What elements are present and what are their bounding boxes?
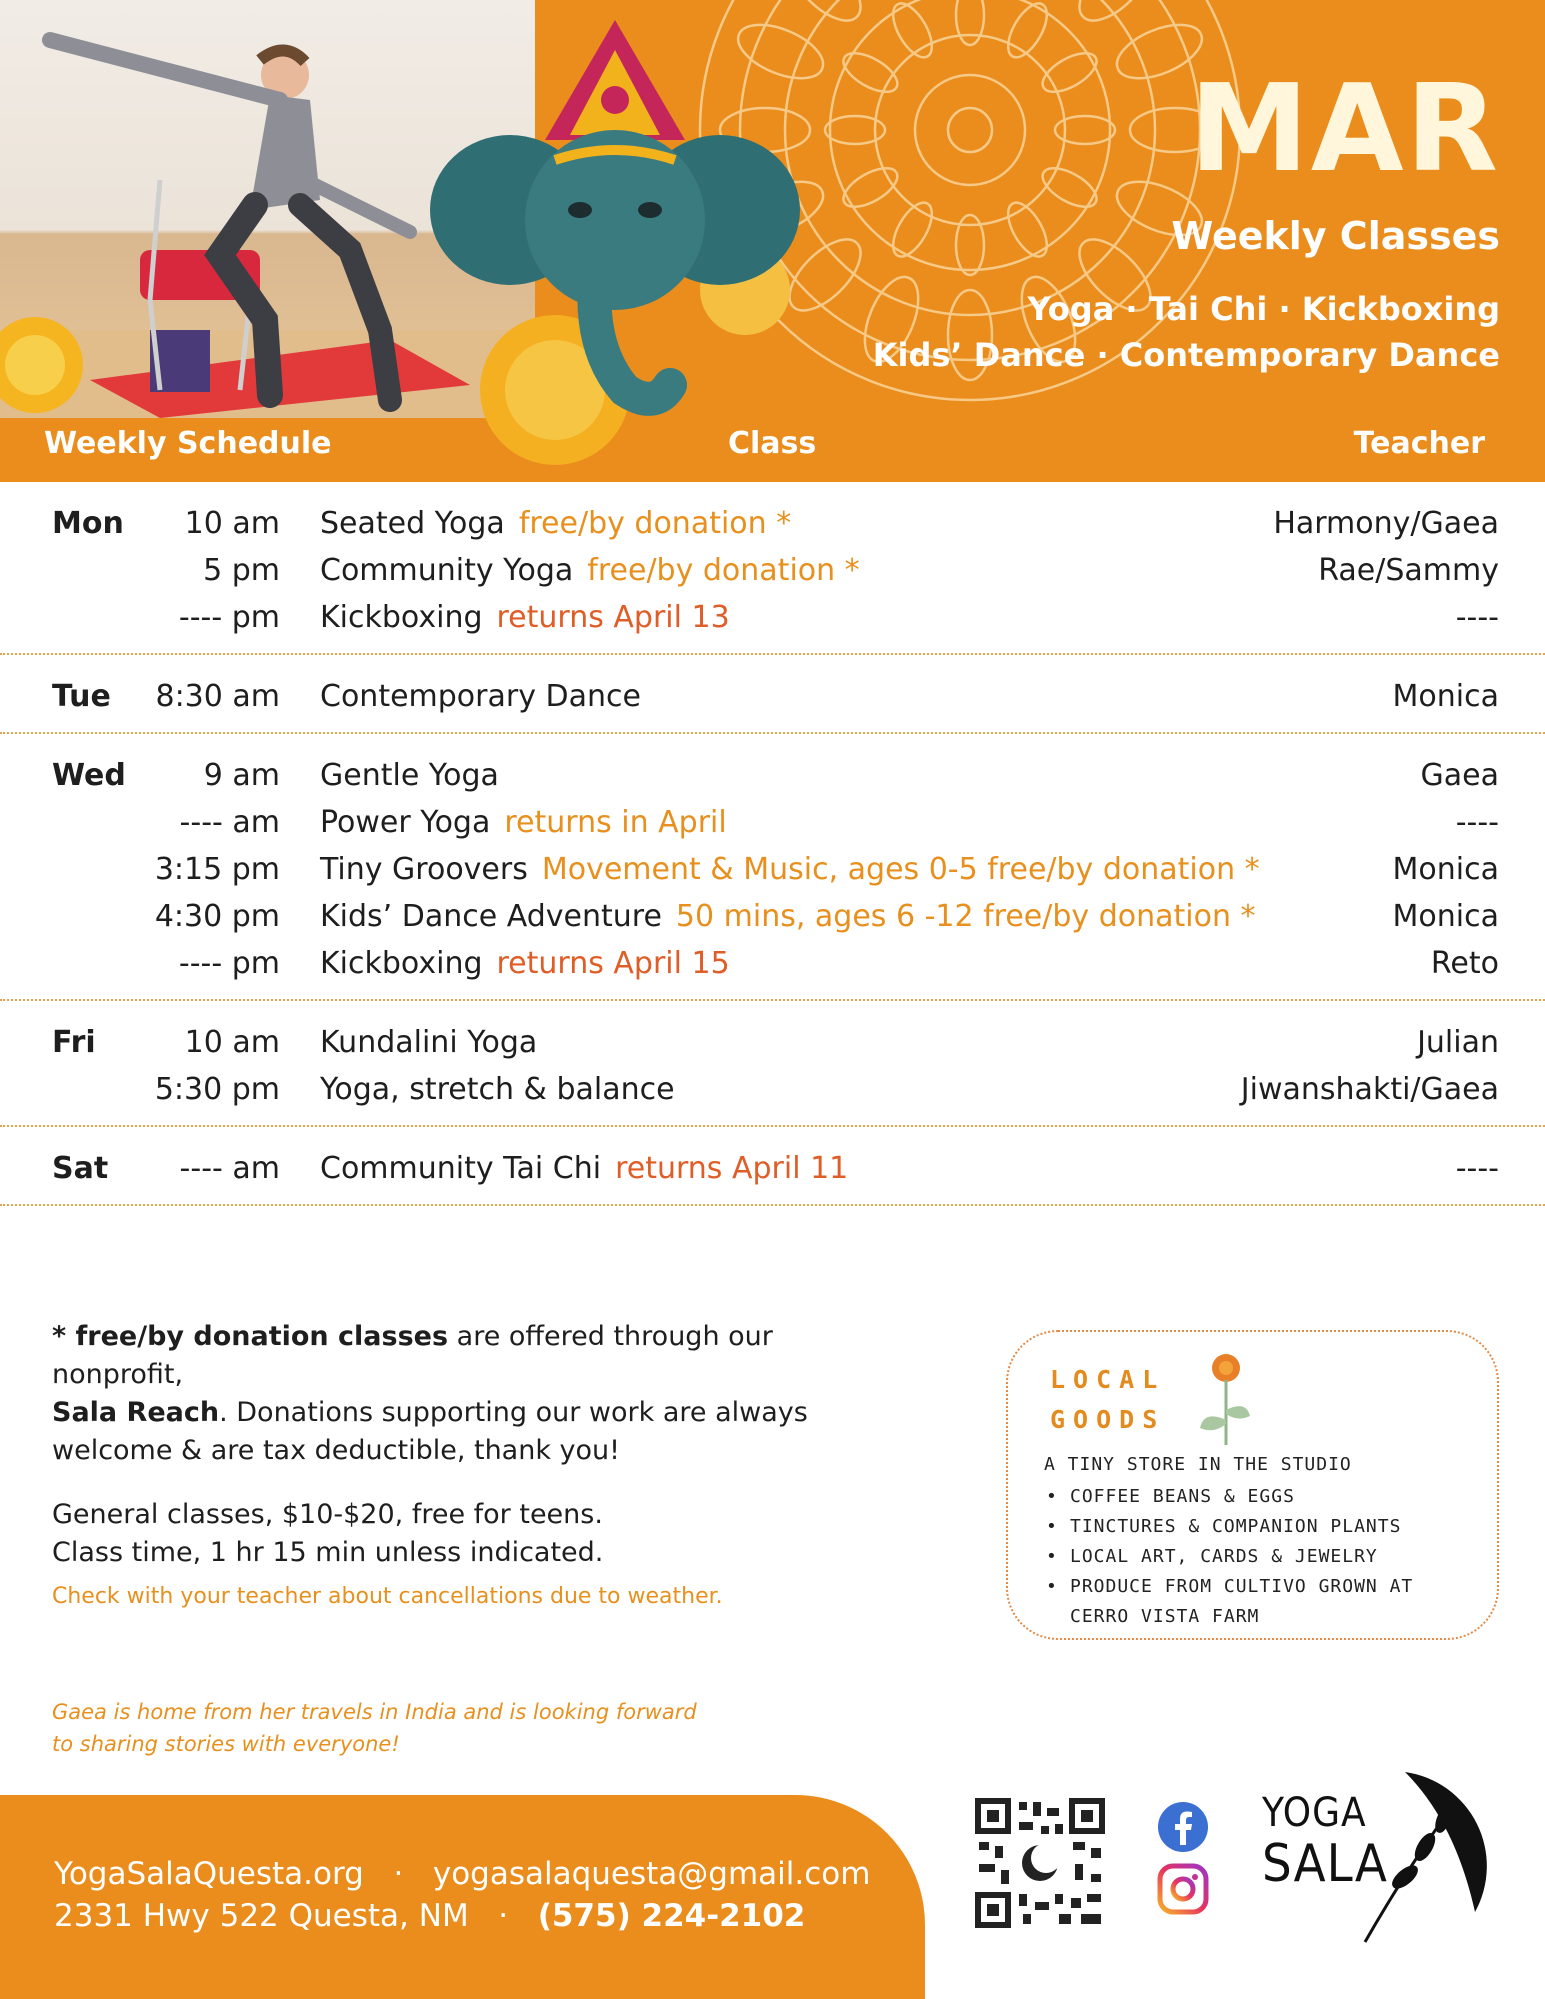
pricing-line-2: Class time, 1 hr 15 min unless indicated.	[52, 1537, 604, 1568]
teacher-name: Monica	[1392, 679, 1499, 714]
class-title: Kundalini Yoga	[320, 1025, 538, 1060]
column-header-teacher: Teacher	[1353, 426, 1485, 461]
class-title: Tiny Groovers	[320, 852, 528, 887]
header-banner	[0, 0, 1545, 482]
class-time: 10 am	[184, 506, 280, 541]
weekly-classes-subtitle: Weekly Classes	[1171, 214, 1500, 258]
class-title: Gentle Yoga	[320, 758, 499, 793]
teacher-name: Harmony/Gaea	[1273, 506, 1499, 541]
schedule-row	[0, 752, 1545, 799]
class-types	[873, 286, 1500, 378]
weekly-schedule	[0, 482, 1545, 1206]
class-name	[320, 852, 1260, 887]
class-time: ---- am	[179, 1151, 280, 1186]
class-time: 5 pm	[203, 553, 280, 588]
travels-line-2: to sharing stories with everyone!	[52, 1732, 400, 1756]
schedule-row	[0, 547, 1545, 594]
header-text-block	[872, 60, 1500, 378]
travels-note	[52, 1696, 772, 1760]
class-name	[320, 553, 860, 588]
column-headers	[0, 418, 1545, 482]
teacher-name: Monica	[1392, 852, 1499, 887]
teacher-name: Julian	[1417, 1025, 1499, 1060]
class-time: 9 am	[203, 758, 280, 793]
donation-bold-label: * free/by donation classes	[52, 1321, 449, 1352]
month-title: MAR	[1189, 60, 1500, 199]
class-note: returns April 11	[615, 1151, 849, 1186]
travels-line-1: Gaea is home from her travels in India and is looking forward	[52, 1700, 697, 1724]
class-title: Power Yoga	[320, 805, 491, 840]
flower-icon	[1194, 1350, 1254, 1450]
website-link[interactable]: YogaSalaQuesta.org	[54, 1856, 364, 1892]
class-name	[320, 946, 730, 981]
class-name	[320, 1072, 675, 1107]
teacher-name: ----	[1455, 1151, 1499, 1186]
list-item: • COFFEE BEANS & EGGS	[1044, 1482, 1474, 1512]
logo-line-1: YOGA	[1262, 1790, 1367, 1836]
footer-contact	[54, 1853, 870, 1937]
local-goods-title	[1050, 1360, 1165, 1440]
schedule-row	[0, 1145, 1545, 1192]
nonprofit-name: Sala Reach	[52, 1397, 220, 1428]
class-title: Kickboxing	[320, 600, 483, 635]
class-note: returns April 13	[496, 600, 730, 635]
teacher-name: Jiwanshakti/Gaea	[1240, 1072, 1499, 1107]
day-group-saturday	[0, 1127, 1545, 1206]
day-label: Fri	[52, 1025, 96, 1060]
schedule-row	[0, 500, 1545, 547]
local-goods-list	[1044, 1482, 1474, 1632]
class-title: Community Tai Chi	[320, 1151, 602, 1186]
pricing-line-1: General classes, $10-$20, free for teens.	[52, 1499, 603, 1530]
class-title: Contemporary Dance	[320, 679, 641, 714]
footer-line-2	[54, 1895, 870, 1937]
local-goods-subtitle: A TINY STORE IN THE STUDIO	[1044, 1454, 1352, 1475]
separator: ·	[498, 1898, 509, 1934]
day-group-tuesday	[0, 655, 1545, 734]
ganesha-illustration	[425, 10, 805, 470]
teacher-name: ----	[1455, 805, 1499, 840]
footer-line-1	[54, 1853, 870, 1895]
local-goods-title-2: GOODS	[1050, 1405, 1166, 1434]
class-title: Kids’ Dance Adventure	[320, 899, 662, 934]
day-label: Sat	[52, 1151, 109, 1186]
list-item: • LOCAL ART, CARDS & JEWELRY	[1044, 1542, 1474, 1572]
schedule-row	[0, 799, 1545, 846]
address: 2331 Hwy 522 Questa, NM	[54, 1898, 469, 1934]
donation-text-1: are offered through our nonprofit,	[52, 1321, 773, 1390]
email-link[interactable]: yogasalaquesta@gmail.com	[432, 1856, 871, 1892]
teacher-name: ----	[1455, 600, 1499, 635]
facebook-icon[interactable]	[1157, 1801, 1209, 1853]
schedule-row	[0, 893, 1545, 940]
class-time: 5:30 pm	[154, 1072, 280, 1107]
instagram-icon[interactable]	[1157, 1863, 1209, 1915]
list-item: • PRODUCE FROM CULTIVO GROWN AT CERRO VISTA FARM	[1044, 1572, 1474, 1632]
class-name	[320, 600, 730, 635]
list-item: • TINCTURES & COMPANION PLANTS	[1044, 1512, 1474, 1542]
pricing-info	[52, 1496, 852, 1572]
day-group-friday	[0, 1001, 1545, 1127]
class-types-line-1: Yoga · Tai Chi · Kickboxing	[1027, 290, 1500, 328]
class-name	[320, 1151, 848, 1186]
class-time: ---- pm	[178, 600, 280, 635]
class-title: Community Yoga	[320, 553, 574, 588]
class-note: returns April 15	[496, 946, 730, 981]
class-note: free/by donation *	[587, 553, 860, 588]
teacher-name: Reto	[1430, 946, 1499, 981]
class-time: ---- pm	[178, 946, 280, 981]
class-name	[320, 758, 499, 793]
local-goods-title-1: LOCAL	[1050, 1365, 1166, 1394]
teacher-name: Gaea	[1420, 758, 1499, 793]
class-time: 8:30 am	[155, 679, 280, 714]
weather-notice: Check with your teacher about cancellations due to weather.	[52, 1584, 723, 1609]
class-time: 10 am	[184, 1025, 280, 1060]
class-name	[320, 506, 791, 541]
day-group-wednesday	[0, 734, 1545, 1001]
class-note: free/by donation *	[518, 506, 792, 541]
info-section	[52, 1318, 852, 1598]
schedule-row	[0, 1066, 1545, 1113]
phone-number[interactable]: (575) 224-2102	[537, 1898, 806, 1934]
donation-info	[52, 1318, 852, 1470]
teacher-name: Monica	[1392, 899, 1499, 934]
class-note: 50 mins, ages 6 -12 free/by donation *	[675, 899, 1256, 934]
day-group-monday	[0, 482, 1545, 655]
class-name	[320, 1025, 537, 1060]
class-note: returns in April	[504, 805, 727, 840]
schedule-row	[0, 1019, 1545, 1066]
class-name	[320, 899, 1256, 934]
class-time: ---- am	[179, 805, 280, 840]
day-label: Tue	[52, 679, 111, 714]
logo-line-2: SALA	[1262, 1834, 1388, 1894]
schedule-row	[0, 846, 1545, 893]
class-note: Movement & Music, ages 0-5 free/by donation *	[541, 852, 1260, 887]
column-header-schedule: Weekly Schedule	[44, 426, 332, 461]
class-title: Seated Yoga	[320, 506, 505, 541]
yoga-sala-logo-text	[1262, 1790, 1388, 1892]
schedule-row	[0, 594, 1545, 641]
class-name	[320, 805, 727, 840]
class-title: Kickboxing	[320, 946, 483, 981]
class-time: 4:30 pm	[154, 899, 280, 934]
class-time: 3:15 pm	[154, 852, 280, 887]
class-title: Yoga, stretch & balance	[320, 1072, 675, 1107]
day-label: Wed	[52, 758, 126, 793]
class-types-line-2: Kids’ Dance · Contemporary Dance	[872, 336, 1500, 374]
local-goods-box	[1006, 1330, 1499, 1640]
column-header-class: Class	[728, 426, 817, 461]
schedule-row	[0, 940, 1545, 987]
teacher-name: Rae/Sammy	[1318, 553, 1499, 588]
donation-text-2: . Donations supporting our work are always welcome & are tax deductible, thank you!	[52, 1397, 808, 1466]
class-name	[320, 679, 641, 714]
schedule-row	[0, 673, 1545, 720]
day-label: Mon	[52, 506, 124, 541]
qr-code-icon[interactable]	[975, 1798, 1105, 1928]
separator: ·	[393, 1856, 404, 1892]
